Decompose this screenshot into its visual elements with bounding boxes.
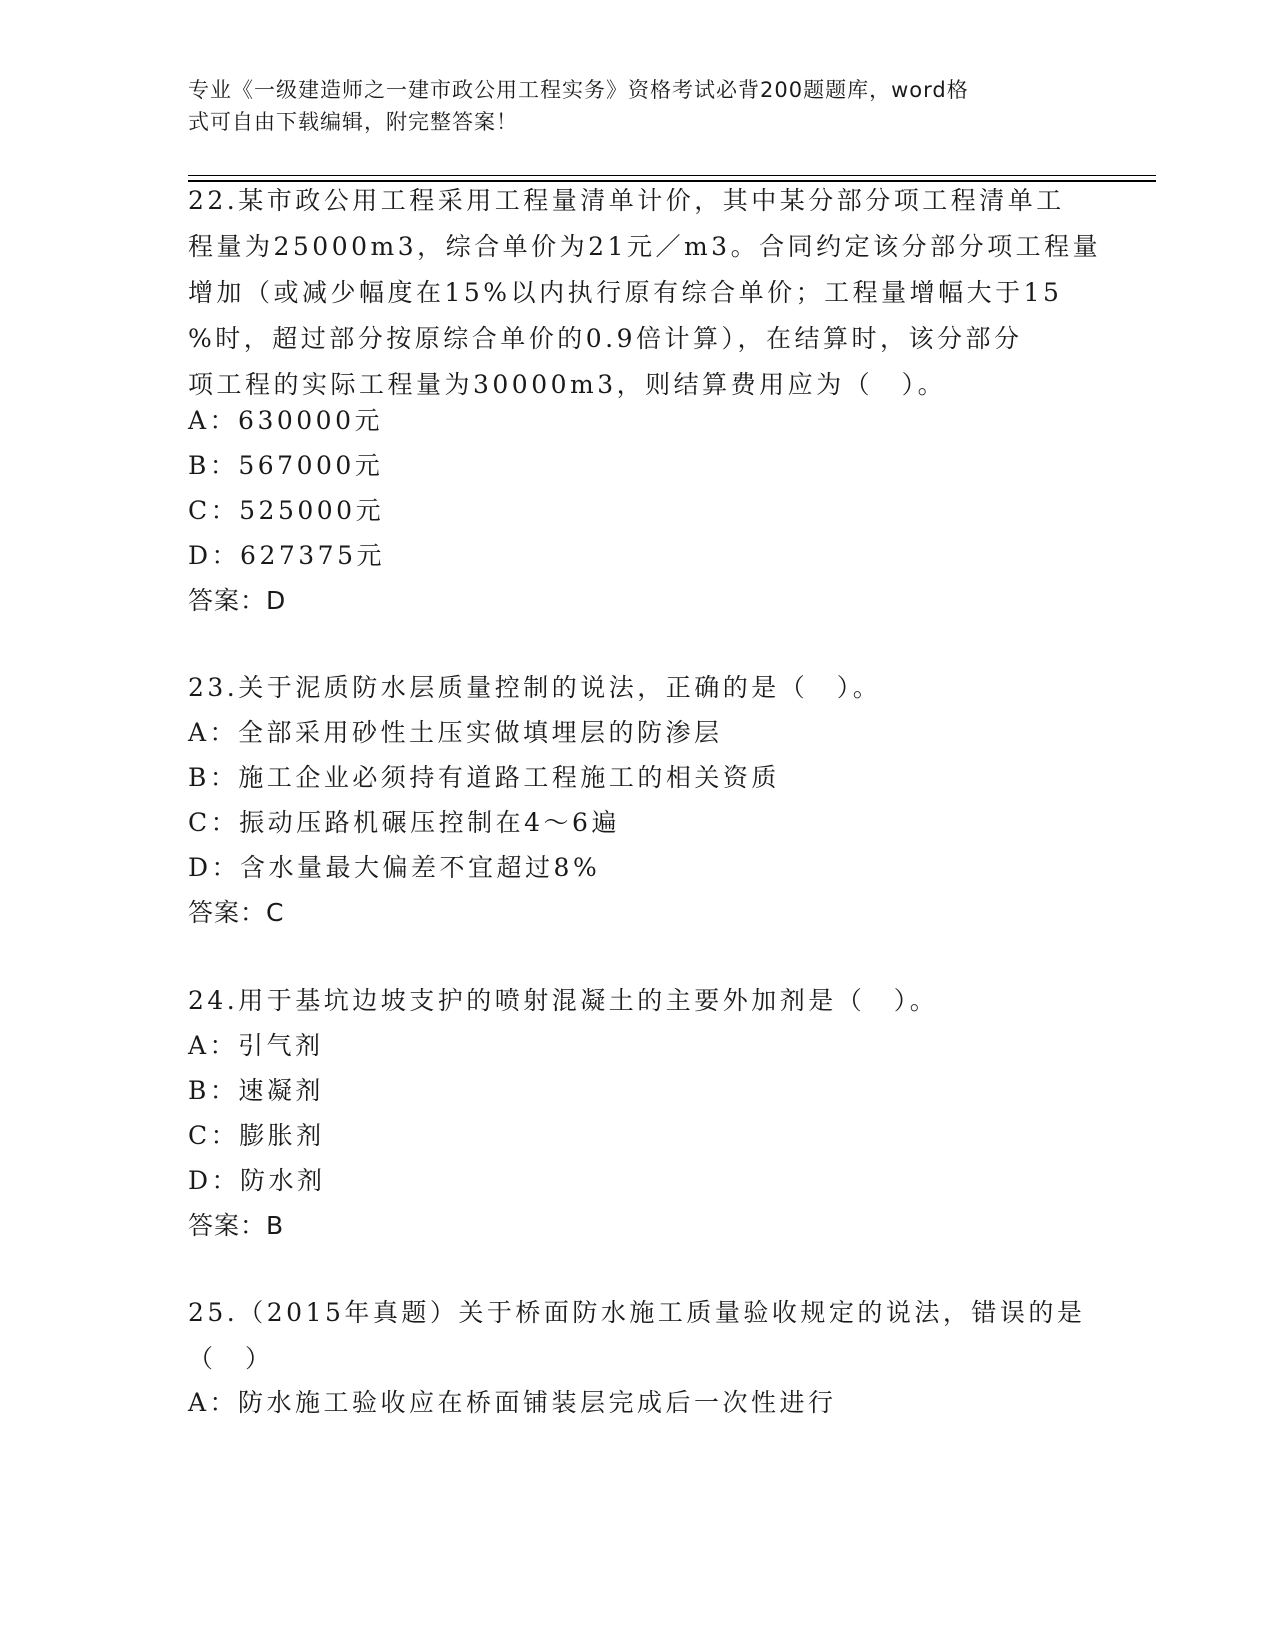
question-22-answer: 答案：D	[188, 586, 287, 615]
question-22-option-c: C：525000元	[188, 496, 385, 525]
question-23-option-a: A：全部采用砂性土压实做填埋层的防渗层	[188, 718, 723, 747]
question-24-option-d: D：防水剂	[188, 1166, 326, 1195]
question-22-option-d: D：627375元	[188, 541, 385, 570]
question-24-option-a: A：引气剂	[188, 1031, 324, 1060]
question-25-option-a: A：防水施工验收应在桥面铺装层完成后一次性进行	[188, 1388, 837, 1417]
question-23-option-d: D：含水量最大偏差不宜超过8%	[188, 853, 601, 882]
header-divider-thin	[188, 175, 1156, 176]
question-23-option-b: B：施工企业必须持有道路工程施工的相关资质	[188, 763, 780, 792]
question-24-option-c: C：膨胀剂	[188, 1121, 325, 1150]
question-23-answer: 答案：C	[188, 898, 285, 927]
question-23-line-1: 23.关于泥质防水层质量控制的说法，正确的是（ ）。	[188, 673, 882, 702]
question-22-option-a: A：630000元	[188, 406, 383, 435]
question-25-line-1: 25.（2015年真题）关于桥面防水施工质量验收规定的说法，错误的是	[188, 1298, 1086, 1327]
question-24-stem	[188, 978, 938, 1024]
question-22-option-b: B：567000元	[188, 451, 384, 480]
question-24-line-1: 24.用于基坑边坡支护的喷射混凝土的主要外加剂是（ ）。	[188, 986, 939, 1015]
document-header	[188, 74, 1088, 138]
question-22-line-5: 项工程的实际工程量为30000m3，则结算费用应为（ ）。	[188, 370, 947, 399]
question-25-stem	[188, 1290, 1085, 1382]
header-line-1: 专业《一级建造师之一建市政公用工程实务》资格考试必背200题题库，word格	[188, 78, 969, 102]
question-22-stem	[188, 178, 1101, 408]
question-24-answer: 答案：B	[188, 1211, 285, 1240]
question-24-option-b: B：速凝剂	[188, 1076, 324, 1105]
header-line-2: 式可自由下载编辑，附完整答案！	[188, 110, 518, 134]
question-22-line-1: 22.某市政公用工程采用工程量清单计价，其中某分部分项工程清单工	[188, 186, 1065, 215]
question-23-option-c: C：振动压路机碾压控制在4～6遍	[188, 808, 620, 837]
question-22-line-2: 程量为25000m3，综合单价为21元／m3。合同约定该分部分项工程量	[188, 232, 1102, 261]
question-25-line-2: （ ）	[188, 1344, 274, 1373]
question-23-stem	[188, 665, 881, 711]
question-22-line-3: 增加（或减少幅度在15%以内执行原有综合单价；工程量增幅大于15	[188, 278, 1063, 307]
question-22-line-4: %时，超过部分按原综合单价的0.9倍计算），在结算时，该分部分	[188, 324, 1023, 353]
